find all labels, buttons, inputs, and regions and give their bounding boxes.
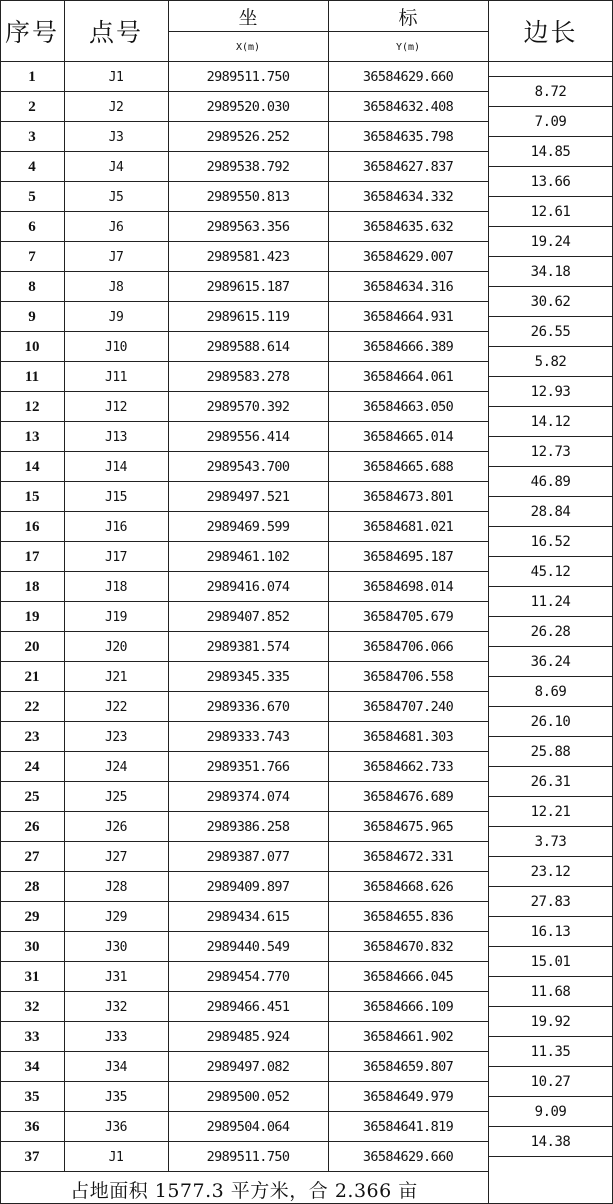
row-x-coord: 2989440.549 bbox=[206, 939, 290, 955]
grid-line bbox=[488, 706, 613, 707]
row-y-coord: 36584681.021 bbox=[362, 519, 454, 535]
grid-line bbox=[0, 1081, 488, 1082]
edge-length-value: 36.24 bbox=[530, 654, 571, 670]
grid-line bbox=[488, 676, 613, 677]
row-point: J34 bbox=[105, 1059, 127, 1075]
row-seq: 2 bbox=[28, 98, 36, 115]
edge-length-value: 5.82 bbox=[534, 354, 567, 370]
edge-length-value: 9.09 bbox=[534, 1104, 567, 1120]
row-seq: 28 bbox=[24, 878, 40, 895]
grid-line bbox=[488, 76, 613, 77]
row-y-coord: 36584662.733 bbox=[362, 759, 454, 775]
grid-line bbox=[488, 646, 613, 647]
row-seq: 25 bbox=[24, 788, 40, 805]
grid-line bbox=[0, 811, 488, 812]
grid-line bbox=[0, 871, 488, 872]
row-seq: 32 bbox=[24, 998, 40, 1015]
row-point: J26 bbox=[105, 819, 127, 835]
edge-length-value: 28.84 bbox=[530, 504, 571, 520]
row-point: J14 bbox=[105, 459, 127, 475]
grid-line bbox=[0, 691, 488, 692]
grid-line bbox=[0, 361, 488, 362]
row-point: J11 bbox=[105, 369, 127, 385]
row-point: J23 bbox=[105, 729, 127, 745]
row-point: J21 bbox=[105, 669, 127, 685]
grid-line bbox=[488, 946, 613, 947]
edge-length-value: 30.62 bbox=[530, 294, 571, 310]
row-seq: 11 bbox=[24, 368, 40, 385]
grid-line bbox=[0, 0, 613, 1]
grid-line bbox=[488, 166, 613, 167]
row-x-coord: 2989500.052 bbox=[206, 1089, 290, 1105]
grid-line bbox=[488, 286, 613, 287]
grid-line bbox=[0, 1171, 488, 1172]
row-point: J29 bbox=[105, 909, 127, 925]
grid-line bbox=[0, 841, 488, 842]
row-seq: 31 bbox=[24, 968, 40, 985]
row-x-coord: 2989466.451 bbox=[206, 999, 290, 1015]
row-x-coord: 2989454.770 bbox=[206, 969, 290, 985]
grid-line bbox=[488, 466, 613, 467]
edge-length-value: 12.61 bbox=[530, 204, 571, 220]
grid-line bbox=[488, 856, 613, 857]
row-y-coord: 36584668.626 bbox=[362, 879, 454, 895]
grid-line bbox=[0, 451, 488, 452]
row-point: J17 bbox=[105, 549, 127, 565]
row-point: J30 bbox=[105, 939, 127, 955]
grid-line bbox=[488, 496, 613, 497]
row-y-coord: 36584665.014 bbox=[362, 429, 454, 445]
grid-line bbox=[0, 151, 488, 152]
row-point: J33 bbox=[105, 1029, 127, 1045]
row-point: J19 bbox=[105, 609, 127, 625]
row-seq: 13 bbox=[24, 428, 40, 445]
grid-line bbox=[0, 1111, 488, 1112]
edge-length-value: 46.89 bbox=[530, 474, 571, 490]
grid-line bbox=[488, 1096, 613, 1097]
grid-line bbox=[488, 316, 613, 317]
grid-line bbox=[488, 406, 613, 407]
row-point: J13 bbox=[105, 429, 127, 445]
row-y-coord: 36584663.050 bbox=[362, 399, 454, 415]
row-y-coord: 36584629.007 bbox=[362, 249, 454, 265]
edge-length-value: 26.31 bbox=[530, 774, 571, 790]
row-point: J32 bbox=[105, 999, 127, 1015]
edge-length-value: 25.88 bbox=[530, 744, 571, 760]
row-y-coord: 36584676.689 bbox=[362, 789, 454, 805]
grid-line bbox=[0, 181, 488, 182]
grid-line bbox=[488, 136, 613, 137]
grid-line bbox=[488, 376, 613, 377]
row-point: J28 bbox=[105, 879, 127, 895]
row-seq: 20 bbox=[24, 638, 40, 655]
row-x-coord: 2989497.521 bbox=[206, 489, 290, 505]
grid-line bbox=[488, 1156, 613, 1157]
row-x-coord: 2989336.670 bbox=[206, 699, 290, 715]
grid-line bbox=[0, 421, 488, 422]
edge-length-value: 45.12 bbox=[530, 564, 571, 580]
row-y-coord: 36584670.832 bbox=[362, 939, 454, 955]
row-point: J36 bbox=[105, 1119, 127, 1135]
row-x-coord: 2989511.750 bbox=[206, 1149, 290, 1165]
grid-line bbox=[0, 391, 488, 392]
row-point: J25 bbox=[105, 789, 127, 805]
edge-length-value: 11.24 bbox=[530, 594, 571, 610]
edge-length-value: 26.10 bbox=[530, 714, 571, 730]
grid-line bbox=[488, 346, 613, 347]
grid-line bbox=[0, 1021, 488, 1022]
header-coord-left: 坐 bbox=[238, 6, 258, 29]
row-x-coord: 2989351.766 bbox=[206, 759, 290, 775]
row-y-coord: 36584672.331 bbox=[362, 849, 454, 865]
row-point: J1 bbox=[108, 1149, 124, 1165]
row-seq: 16 bbox=[24, 518, 40, 535]
grid-line bbox=[488, 886, 613, 887]
grid-line bbox=[0, 211, 488, 212]
grid-line bbox=[488, 976, 613, 977]
row-x-coord: 2989538.792 bbox=[206, 159, 290, 175]
row-seq: 6 bbox=[28, 218, 36, 235]
grid-line bbox=[64, 0, 65, 1172]
row-seq: 9 bbox=[28, 308, 36, 325]
edge-length-value: 13.66 bbox=[530, 174, 571, 190]
grid-line bbox=[488, 766, 613, 767]
edge-length-value: 12.73 bbox=[530, 444, 571, 460]
grid-line bbox=[488, 916, 613, 917]
row-y-coord: 36584664.931 bbox=[362, 309, 454, 325]
edge-length-value: 15.01 bbox=[530, 954, 571, 970]
grid-line bbox=[0, 571, 488, 572]
edge-length-value: 26.28 bbox=[530, 624, 571, 640]
grid-line bbox=[488, 1066, 613, 1067]
grid-line bbox=[0, 961, 488, 962]
header-coord-right: 标 bbox=[398, 6, 418, 29]
edge-length-value: 19.92 bbox=[530, 1014, 571, 1030]
row-x-coord: 2989504.064 bbox=[206, 1119, 290, 1135]
row-y-coord: 36584629.660 bbox=[362, 1149, 454, 1165]
row-point: J4 bbox=[108, 159, 124, 175]
row-y-coord: 36584666.389 bbox=[362, 339, 454, 355]
grid-line bbox=[0, 91, 488, 92]
row-y-coord: 36584673.801 bbox=[362, 489, 454, 505]
edge-length-value: 14.12 bbox=[530, 414, 571, 430]
row-seq: 10 bbox=[24, 338, 40, 355]
row-x-coord: 2989581.423 bbox=[206, 249, 290, 265]
grid-line bbox=[488, 616, 613, 617]
grid-line bbox=[488, 796, 613, 797]
grid-line bbox=[488, 256, 613, 257]
row-x-coord: 2989409.897 bbox=[206, 879, 290, 895]
row-y-coord: 36584666.045 bbox=[362, 969, 454, 985]
row-x-coord: 2989333.743 bbox=[206, 729, 290, 745]
row-seq: 7 bbox=[28, 248, 36, 265]
row-y-coord: 36584627.837 bbox=[362, 159, 454, 175]
row-y-coord: 36584664.061 bbox=[362, 369, 454, 385]
row-x-coord: 2989511.750 bbox=[206, 69, 290, 85]
row-seq: 29 bbox=[24, 908, 40, 925]
header-y-label: Y(m) bbox=[395, 41, 421, 53]
row-seq: 15 bbox=[24, 488, 40, 505]
row-point: J7 bbox=[108, 249, 124, 265]
edge-length-value: 34.18 bbox=[530, 264, 571, 280]
grid-line bbox=[488, 826, 613, 827]
row-y-coord: 36584705.679 bbox=[362, 609, 454, 625]
row-y-coord: 36584666.109 bbox=[362, 999, 454, 1015]
grid-line bbox=[488, 226, 613, 227]
grid-line bbox=[488, 1036, 613, 1037]
row-seq: 5 bbox=[28, 188, 36, 205]
grid-line bbox=[488, 526, 613, 527]
grid-line bbox=[0, 121, 488, 122]
grid-line bbox=[488, 0, 489, 1204]
edge-length-value: 12.93 bbox=[530, 384, 571, 400]
row-seq: 19 bbox=[24, 608, 40, 625]
row-x-coord: 2989588.614 bbox=[206, 339, 290, 355]
row-point: J10 bbox=[105, 339, 127, 355]
grid-line bbox=[0, 661, 488, 662]
grid-line bbox=[0, 331, 488, 332]
row-seq: 14 bbox=[24, 458, 40, 475]
row-point: J12 bbox=[105, 399, 127, 415]
row-point: J18 bbox=[105, 579, 127, 595]
row-seq: 8 bbox=[28, 278, 36, 295]
grid-line bbox=[0, 241, 488, 242]
row-x-coord: 2989563.356 bbox=[206, 219, 290, 235]
edge-length-value: 23.12 bbox=[530, 864, 571, 880]
row-point: J9 bbox=[108, 309, 124, 325]
row-y-coord: 36584649.979 bbox=[362, 1089, 454, 1105]
grid-line bbox=[488, 436, 613, 437]
row-x-coord: 2989381.574 bbox=[206, 639, 290, 655]
row-y-coord: 36584706.558 bbox=[362, 669, 454, 685]
row-x-coord: 2989374.074 bbox=[206, 789, 290, 805]
grid-line bbox=[0, 481, 488, 482]
row-y-coord: 36584655.836 bbox=[362, 909, 454, 925]
grid-line bbox=[0, 931, 488, 932]
edge-length-value: 8.72 bbox=[534, 84, 567, 100]
row-point: J1 bbox=[108, 69, 124, 85]
grid-line bbox=[0, 511, 488, 512]
row-x-coord: 2989526.252 bbox=[206, 129, 290, 145]
edge-length-value: 10.27 bbox=[530, 1074, 571, 1090]
row-seq: 27 bbox=[24, 848, 40, 865]
grid-line bbox=[0, 541, 488, 542]
edge-length-value: 3.73 bbox=[534, 834, 567, 850]
row-x-coord: 2989497.082 bbox=[206, 1059, 290, 1075]
row-x-coord: 2989469.599 bbox=[206, 519, 290, 535]
row-point: J27 bbox=[105, 849, 127, 865]
row-x-coord: 2989387.077 bbox=[206, 849, 290, 865]
grid-line bbox=[0, 1141, 488, 1142]
edge-length-value: 11.35 bbox=[530, 1044, 571, 1060]
row-y-coord: 36584675.965 bbox=[362, 819, 454, 835]
row-seq: 23 bbox=[24, 728, 40, 745]
grid-line bbox=[488, 586, 613, 587]
grid-line bbox=[488, 196, 613, 197]
row-seq: 26 bbox=[24, 818, 40, 835]
row-y-coord: 36584629.660 bbox=[362, 69, 454, 85]
grid-line bbox=[0, 61, 488, 62]
grid-line bbox=[0, 271, 488, 272]
header-seq: 序号 bbox=[4, 18, 59, 47]
row-y-coord: 36584698.014 bbox=[362, 579, 454, 595]
grid-line bbox=[0, 721, 488, 722]
row-y-coord: 36584634.316 bbox=[362, 279, 454, 295]
row-y-coord: 36584635.798 bbox=[362, 129, 454, 145]
grid-line bbox=[488, 106, 613, 107]
row-seq: 4 bbox=[28, 158, 36, 175]
edge-length-value: 16.13 bbox=[530, 924, 571, 940]
row-seq: 30 bbox=[24, 938, 40, 955]
row-seq: 36 bbox=[24, 1118, 40, 1135]
edge-length-value: 8.69 bbox=[534, 684, 567, 700]
row-y-coord: 36584661.902 bbox=[362, 1029, 454, 1045]
row-seq: 3 bbox=[28, 128, 36, 145]
row-x-coord: 2989615.187 bbox=[206, 279, 290, 295]
row-x-coord: 2989434.615 bbox=[206, 909, 290, 925]
row-x-coord: 2989345.335 bbox=[206, 669, 290, 685]
edge-length-value: 16.52 bbox=[530, 534, 571, 550]
row-point: J35 bbox=[105, 1089, 127, 1105]
row-y-coord: 36584706.066 bbox=[362, 639, 454, 655]
grid-line bbox=[0, 781, 488, 782]
row-point: J20 bbox=[105, 639, 127, 655]
row-seq: 33 bbox=[24, 1028, 40, 1045]
row-seq: 18 bbox=[24, 578, 40, 595]
area-summary: 占地面积 1577.3 平方米，合 2.366 亩 bbox=[70, 1179, 418, 1202]
grid-line bbox=[488, 61, 613, 62]
row-x-coord: 2989461.102 bbox=[206, 549, 290, 565]
edge-length-value: 19.24 bbox=[530, 234, 571, 250]
row-x-coord: 2989615.119 bbox=[206, 309, 290, 325]
edge-length-value: 7.09 bbox=[534, 114, 567, 130]
row-point: J8 bbox=[108, 279, 124, 295]
row-seq: 12 bbox=[24, 398, 40, 415]
row-point: J2 bbox=[108, 99, 124, 115]
row-y-coord: 36584634.332 bbox=[362, 189, 454, 205]
row-seq: 35 bbox=[24, 1088, 40, 1105]
edge-length-value: 11.68 bbox=[530, 984, 571, 1000]
row-point: J5 bbox=[108, 189, 124, 205]
edge-length-value: 14.85 bbox=[530, 144, 571, 160]
edge-length-value: 27.83 bbox=[530, 894, 571, 910]
row-seq: 1 bbox=[28, 68, 36, 85]
grid-line bbox=[0, 901, 488, 902]
row-seq: 34 bbox=[24, 1058, 40, 1075]
row-y-coord: 36584665.688 bbox=[362, 459, 454, 475]
row-x-coord: 2989570.392 bbox=[206, 399, 290, 415]
row-point: J31 bbox=[105, 969, 127, 985]
row-x-coord: 2989550.813 bbox=[206, 189, 290, 205]
grid-line bbox=[168, 0, 169, 1172]
row-seq: 24 bbox=[24, 758, 40, 775]
row-y-coord: 36584659.807 bbox=[362, 1059, 454, 1075]
grid-line bbox=[488, 736, 613, 737]
row-point: J16 bbox=[105, 519, 127, 535]
row-seq: 37 bbox=[24, 1148, 40, 1165]
grid-line bbox=[488, 1126, 613, 1127]
edge-length-value: 26.55 bbox=[530, 324, 571, 340]
row-point: J24 bbox=[105, 759, 127, 775]
grid-line bbox=[0, 601, 488, 602]
row-point: J22 bbox=[105, 699, 127, 715]
row-x-coord: 2989520.030 bbox=[206, 99, 290, 115]
row-point: J15 bbox=[105, 489, 127, 505]
header-x-label: X(m) bbox=[235, 41, 261, 53]
row-y-coord: 36584707.240 bbox=[362, 699, 454, 715]
row-x-coord: 2989556.414 bbox=[206, 429, 290, 445]
row-point: J6 bbox=[108, 219, 124, 235]
grid-line bbox=[0, 991, 488, 992]
grid-line bbox=[0, 631, 488, 632]
row-x-coord: 2989485.924 bbox=[206, 1029, 290, 1045]
row-point: J3 bbox=[108, 129, 124, 145]
row-y-coord: 36584632.408 bbox=[362, 99, 454, 115]
grid-line bbox=[0, 751, 488, 752]
header-point: 点号 bbox=[88, 18, 143, 47]
row-x-coord: 2989407.852 bbox=[206, 609, 290, 625]
row-y-coord: 36584681.303 bbox=[362, 729, 454, 745]
row-y-coord: 36584641.819 bbox=[362, 1119, 454, 1135]
row-y-coord: 36584635.632 bbox=[362, 219, 454, 235]
grid-line bbox=[328, 0, 329, 1172]
grid-line bbox=[0, 1051, 488, 1052]
row-x-coord: 2989583.278 bbox=[206, 369, 290, 385]
row-y-coord: 36584695.187 bbox=[362, 549, 454, 565]
row-x-coord: 2989386.258 bbox=[206, 819, 290, 835]
row-x-coord: 2989416.074 bbox=[206, 579, 290, 595]
row-seq: 22 bbox=[24, 698, 40, 715]
edge-length-value: 12.21 bbox=[530, 804, 571, 820]
grid-line bbox=[488, 1006, 613, 1007]
grid-line bbox=[0, 301, 488, 302]
header-edge: 边长 bbox=[523, 18, 578, 47]
edge-length-value: 14.38 bbox=[530, 1134, 571, 1150]
row-seq: 21 bbox=[24, 668, 40, 685]
row-seq: 17 bbox=[24, 548, 40, 565]
grid-line bbox=[488, 556, 613, 557]
row-x-coord: 2989543.700 bbox=[206, 459, 290, 475]
